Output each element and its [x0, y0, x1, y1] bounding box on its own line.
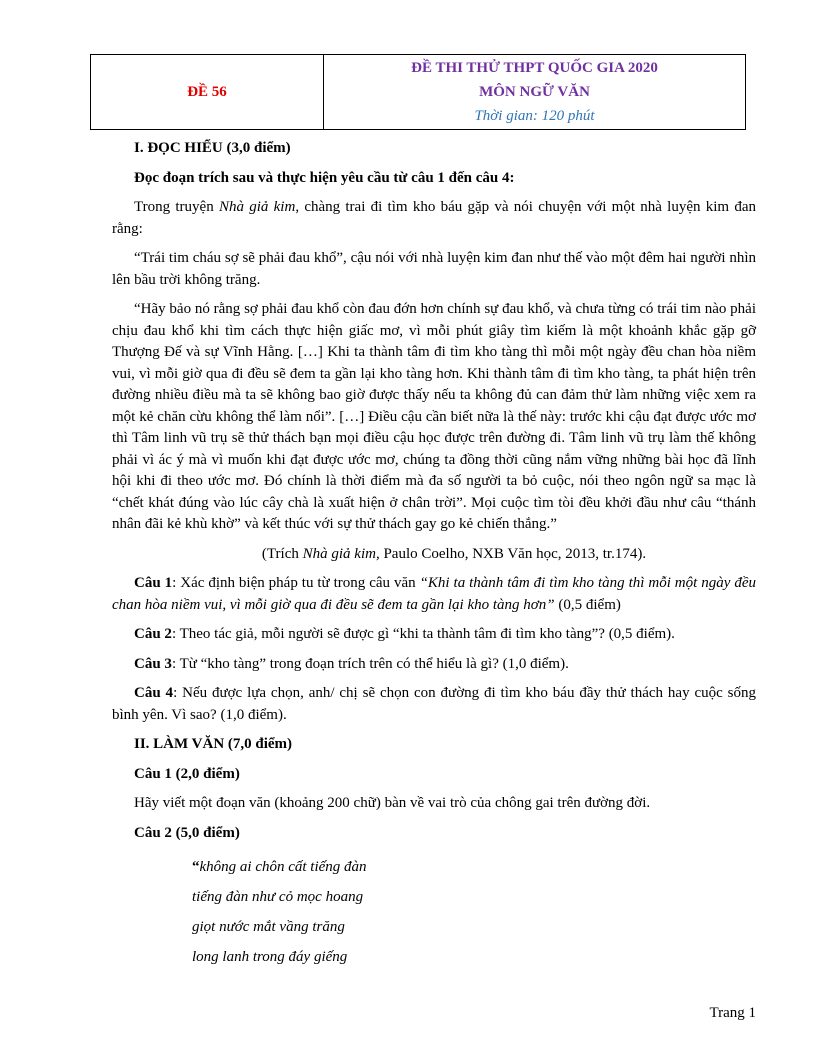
- exam-header-table: [90, 54, 746, 130]
- essay-question-2-heading: Câu 2 (5,0 điểm): [134, 824, 240, 841]
- intro-paragraph: Trong truyện Nhà giả kim, chàng trai đi tìm kho báu gặp và nói chuyện với một nhà luyện kim đan rằng:: [112, 199, 756, 237]
- poem-line: long lanh trong đáy giếng: [192, 949, 348, 965]
- page-number: Trang 1: [709, 1005, 756, 1021]
- excerpt-source: (Trích Nhà giả kim, Paulo Coelho, NXB Văn học, 2013, tr.174).: [261, 545, 647, 562]
- excerpt-paragraph-1: “Trái tim cháu sợ sẽ phải đau khổ”, cậu nói với nhà luyện kim đan như thế vào một đêm hai người nhìn lên bầu trời không trăng.: [112, 250, 756, 288]
- exam-code: ĐỀ 56: [187, 84, 227, 100]
- question-3: Câu 3: Từ “kho tàng” trong đoạn trích trên có thể hiểu là gì? (1,0 điểm).: [134, 655, 569, 672]
- section1-heading: I. ĐỌC HIỂU (3,0 điểm): [134, 140, 291, 156]
- exam-title-cell: [324, 55, 746, 130]
- exam-title: ĐỀ THI THỬ THPT QUỐC GIA 2020: [411, 60, 658, 76]
- question-1: Câu 1: Xác định biện pháp tu từ trong câu văn “Khi ta thành tâm đi tìm kho tàng thì mỗi một ngày đều chan hòa niềm vui, vì mỗi giờ qua đi đều sẽ đem ta gần lại kho tàng hơn” (0,5 điểm): [112, 575, 756, 613]
- exam-content: [112, 138, 756, 972]
- poem-line: giọt nước mắt vầng trăng: [192, 919, 345, 935]
- book-title: Nhà giả kim: [218, 199, 296, 215]
- essay-question-1-text: Hãy viết một đoạn văn (khoảng 200 chữ) bàn về vai trò của chông gai trên đường đời.: [134, 795, 651, 811]
- poem-line: “không ai chôn cất tiếng đàn: [192, 859, 367, 875]
- exam-code-cell: [91, 55, 324, 130]
- poem-line: tiếng đàn như cỏ mọc hoang: [192, 889, 364, 905]
- question-2: Câu 2: Theo tác giả, mỗi người sẽ được gì “khi ta thành tâm đi tìm kho tàng”? (0,5 điểm).: [134, 626, 675, 642]
- section2-heading: II. LÀM VĂN (7,0 điểm): [134, 736, 293, 752]
- excerpt-paragraph-2: “Hãy bảo nó rằng sợ phải đau khổ còn đau đớn hơn chính sự đau khổ, và chưa từng có trái tim nào phải chịu đau khổ khi tìm cách thực hiện giấc mơ, vì mỗi phút giây tìm kiếm là một khoảnh khắc gặp gỡ Thượng Đế và sự Vĩnh Hằng. […] Khi ta thành tâm đi tìm kho tàng thì mỗi một ngày đều chan hòa niềm vui, vì mỗi giờ qua đi đều sẽ đem ta gần lại kho tàng hơn. Khi thành tâm đi tìm kho tàng, ta phát hiện trên đường nhiều điều mà ta sẽ không bao giờ được thấy nếu ta không đủ can đảm thử làm những việc xem ra một kẻ chăn cừu không thể làm nổi”. […] Điều cậu cần biết nữa là thế này: trước khi cậu đạt được ước mơ thì Tâm linh vũ trụ sẽ thử thách bạn mọi điều cậu học được trên đường đi. Tâm linh vũ trụ làm thế không phải vì ác ý mà vì muốn khi đạt được ước mơ, chúng ta đồng thời cũng nắm vững những bài học đã lĩnh hội khi đi theo ước mơ. Đó chính là thời điểm mà đa số người ta bỏ cuộc, nói theo ngôn ngữ sa mạc là “chết khát đúng vào lúc cây chà là xuất hiện ở chân trời”. Mọi cuộc tìm tòi đều khởi đầu như câu “thánh nhân đãi kẻ khù khờ” và kết thúc với sự thử thách gay go kẻ chiến thắng.”: [112, 301, 756, 532]
- essay-question-1-heading: Câu 1 (2,0 điểm): [134, 765, 240, 782]
- poem-excerpt: [112, 852, 756, 972]
- exam-subject: MÔN NGỮ VĂN: [479, 84, 590, 100]
- exam-time: Thời gian: 120 phút: [474, 108, 595, 124]
- question-4: Câu 4: Nếu được lựa chọn, anh/ chị sẽ chọn con đường đi tìm kho báu đầy thử thách hay cuộc sống bình yên. Vì sao? (1,0 điểm).: [112, 685, 756, 723]
- section1-instruction: Đọc đoạn trích sau và thực hiện yêu cầu từ câu 1 đến câu 4:: [134, 169, 515, 186]
